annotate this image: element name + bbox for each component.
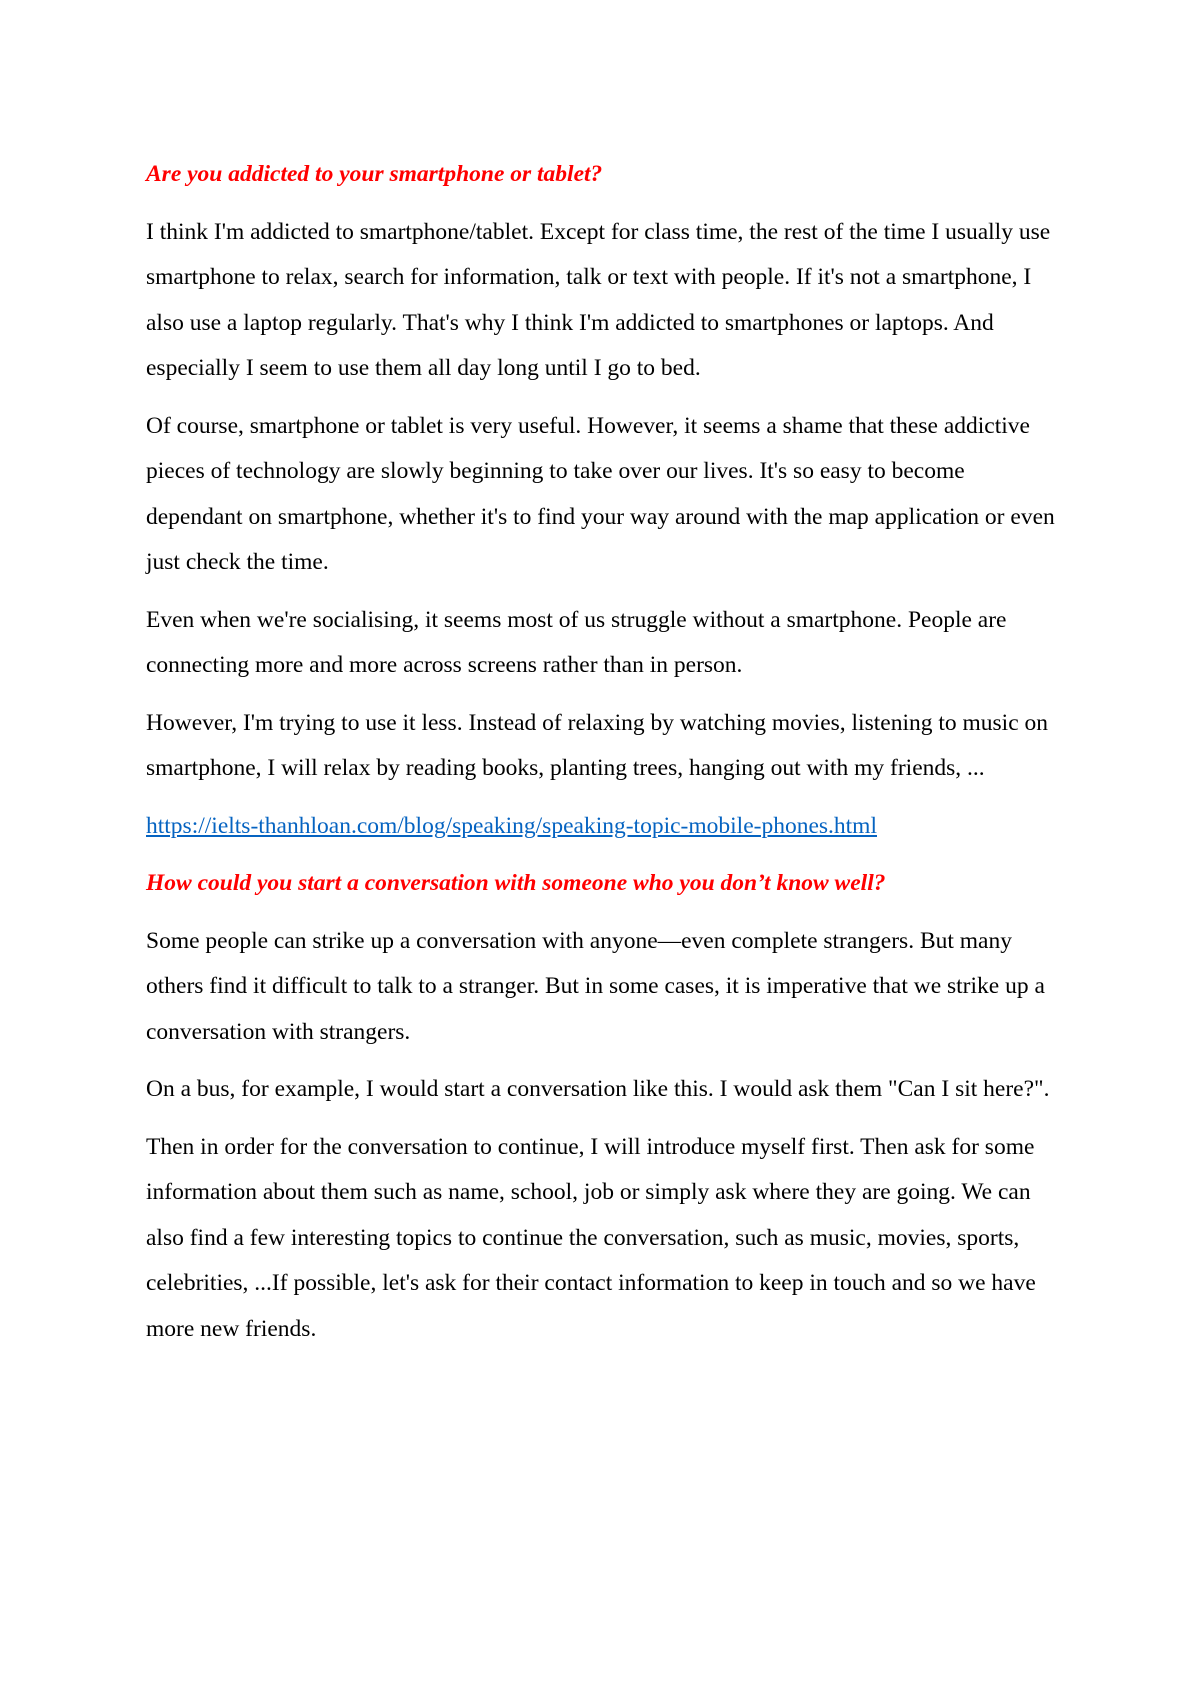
question-heading-1: Are you addicted to your smartphone or tablet? [146,161,603,187]
answer-paragraph: Some people can strike up a conversation with anyone—even complete strangers. But many others find it difficult to talk to a stranger. But in some cases, it is imperative that we strike up a conversation with strangers. [146,927,1045,1045]
link-paragraph [146,804,1066,850]
answer-paragraph: Of course, smartphone or tablet is very useful. However, it seems a shame that these addictive pieces of technology are slowly beginning to take over our lives. It's so easy to become dependant on smartphone, whether it's to find your way around with the map application or even just check the time. [146,412,1055,575]
answer-paragraph: Even when we're socialising, it seems most of us struggle without a smartphone. People are connecting more and more across screens rather than in person. [146,606,1007,678]
answer-paragraph: On a bus, for example, I would start a conversation like this. I would ask them "Can I sit here?". [146,1076,1050,1102]
question-heading-2: How could you start a conversation with someone who you don’t know well? [146,870,886,896]
document-body [146,152,1066,1364]
answer-paragraph: Then in order for the conversation to continue, I will introduce myself first. Then ask for some information about them such as name, school, job or simply ask where they are going. We can also find a few interesting topics to continue the conversation, such as music, movies, sports, celebrities, ...If possible, let's ask for their contact information to keep in touch and so we have more new friends. [146,1133,1036,1342]
source-link[interactable]: https://ielts-thanhloan.com/blog/speaking/speaking-topic-mobile-phones.html [146,812,877,839]
answer-paragraph: However, I'm trying to use it less. Instead of relaxing by watching movies, listening to music on smartphone, I will relax by reading books, planting trees, hanging out with my friends, ... [146,709,1049,781]
answer-paragraph: I think I'm addicted to smartphone/tablet. Except for class time, the rest of the time I usually use smartphone to relax, search for information, talk or text with people. If it's not a smartphone, I also use a laptop regularly. That's why I think I'm addicted to smartphones or laptops. And especially I seem to use them all day long until I go to bed. [146,218,1051,381]
